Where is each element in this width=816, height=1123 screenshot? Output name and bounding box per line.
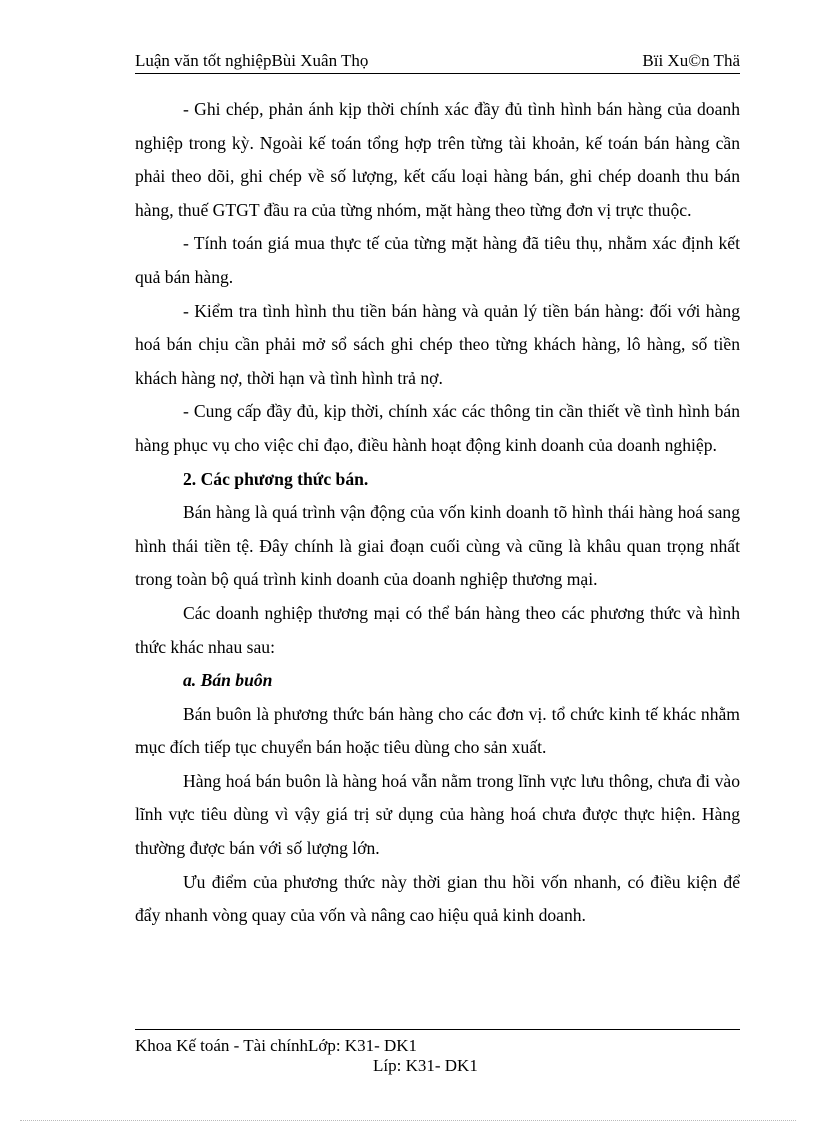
header-left-text: Luận văn tốt nghiệpBùi Xuân Thọ [135, 51, 369, 70]
footer-rule [135, 1029, 740, 1030]
subsection-heading: a. Bán buôn [183, 670, 273, 691]
body-paragraph: - Ghi chép, phản ánh kịp thời chính xác đầy đủ tình hình bán hàng của doanh nghiệp trong kỳ. Ngoài kế toán tổng hợp trên từng tài khoản, kế toán bán hàng cần phải theo dõi, ghi chép về số lượng, kết cấu loại hàng bán, ghi chép doanh thu bán hàng, thuế GTGT đầu ra của từng nhóm, mặt hàng theo từng đơn vị trực thuộc. [135, 99, 740, 220]
body-paragraph: Ưu điểm của phương thức này thời gian thu hồi vốn nhanh, có điều kiện để đẩy nhanh vòng quay của vốn và nâng cao hiệu quả kinh doanh. [135, 871, 740, 926]
page-header [135, 50, 740, 72]
body-paragraph: - Kiểm tra tình hình thu tiền bán hàng và quản lý tiền bán hàng: đối với hàng hoá bán chịu cần phải mở sổ sách ghi chép theo từng khách hàng, lô hàng, số tiền khách hàng nợ, thời hạn và tình hình trả nợ. [135, 300, 740, 388]
document-body [135, 93, 740, 933]
body-paragraph: - Tính toán giá mua thực tế của từng mặt hàng đã tiêu thụ, nhằm xác định kết quả bán hàng. [135, 233, 740, 287]
page-edge-divider [20, 1120, 796, 1121]
body-paragraph: Các doanh nghiệp thương mại có thể bán hàng theo các phương thức và hình thức khác nhau sau: [135, 602, 740, 657]
footer-line-1: Khoa Kế toán - Tài chínhLớp: K31- DK1 [135, 1036, 418, 1055]
section-heading: 2. Các phương thức bán. [183, 468, 369, 489]
header-rule [135, 73, 740, 74]
body-paragraph: Bán hàng là quá trình vận động của vốn kinh doanh tõ hình thái hàng hoá sang hình thái tiền tệ. Đây chính là giai đoạn cuối cùng và cũng là khâu quan trọng nhất trong toàn bộ quá trình kinh doanh của doanh nghiệp thương mại. [135, 502, 740, 590]
header-right-text: Bïi Xu©n Thä [642, 51, 740, 70]
body-paragraph: Bán buôn là phương thức bán hàng cho các đơn vị. tổ chức kinh tế khác nhằm mục đích tiếp tục chuyển bán hoặc tiêu dùng cho sản xuất. [135, 703, 740, 758]
body-paragraph: - Cung cấp đầy đủ, kịp thời, chính xác các thông tin cần thiết về tình hình bán hàng phục vụ cho việc chỉ đạo, điều hành hoạt động kinh doanh của doanh nghiệp. [135, 401, 740, 455]
footer-line-2: Líp: K31- DK1 [373, 1056, 478, 1075]
body-paragraph: Hàng hoá bán buôn là hàng hoá vẫn nằm trong lĩnh vực lưu thông, chưa đi vào lĩnh vực tiêu dùng vì vậy giá trị sử dụng của hàng hoá chưa được thực hiện. Hàng thường được bán với số lượng lớn. [135, 770, 740, 859]
